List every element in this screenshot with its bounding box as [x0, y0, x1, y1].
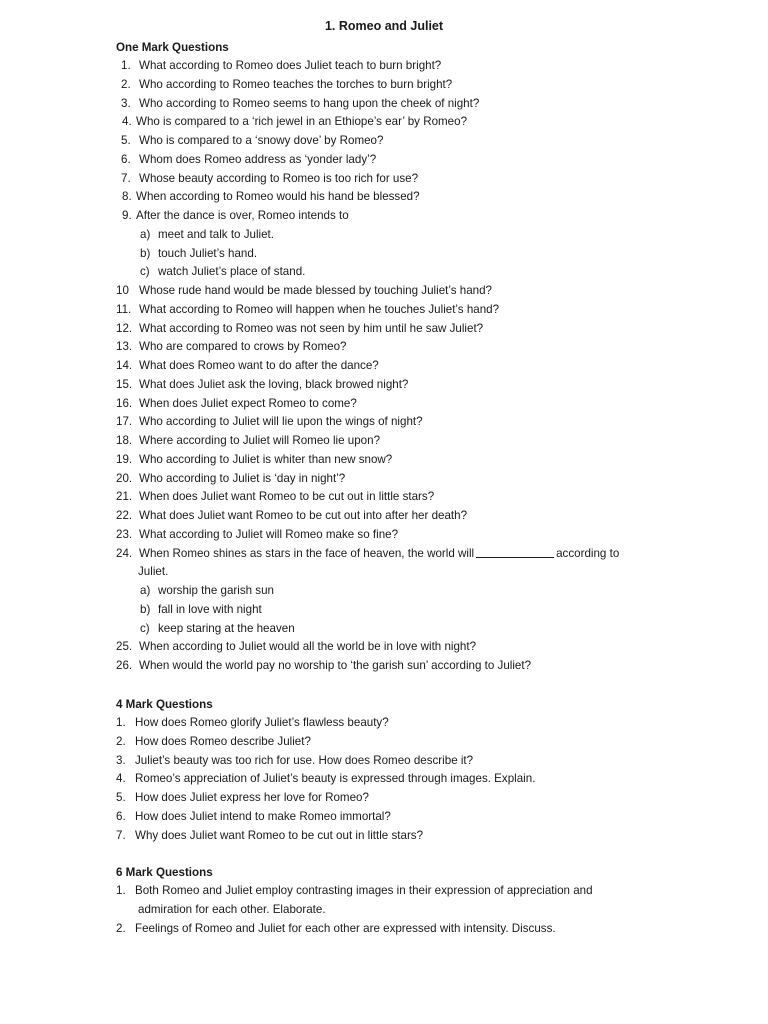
- question-item: [116, 752, 716, 771]
- option-letter: a): [140, 584, 151, 597]
- question-continuation: [116, 563, 716, 582]
- question-item: [116, 413, 716, 432]
- question-number: 19.: [116, 452, 133, 466]
- question-item: [116, 76, 716, 95]
- question-item: [116, 451, 716, 470]
- option-letter: b): [140, 246, 151, 260]
- question-number: 9.: [122, 209, 132, 222]
- question-number: 11.: [116, 302, 132, 316]
- question-number: 26.: [116, 659, 133, 672]
- question-text: [139, 545, 619, 564]
- question-number: 3.: [121, 96, 131, 110]
- question-text: When would the world pay no worship to ‘the garish sun’ according to Juliet?: [139, 659, 532, 672]
- question-number: 6.: [121, 152, 131, 166]
- question-text: Who according to Romeo teaches the torches to burn bright?: [139, 77, 453, 91]
- question-item: [116, 95, 716, 114]
- answer-option: [116, 245, 716, 264]
- option-text: worship the garish sun: [158, 584, 274, 597]
- option-letter: a): [140, 227, 151, 241]
- question-item: [116, 432, 716, 451]
- question-number: 5.: [121, 134, 131, 147]
- question-item: [116, 545, 716, 564]
- question-number: 3.: [116, 753, 126, 767]
- question-text: What does Juliet want Romeo to be cut out into after her death?: [139, 509, 468, 522]
- question-text: admiration for each other. Elaborate.: [138, 902, 326, 916]
- question-text: When does Juliet want Romeo to be cut out in little stars?: [139, 490, 435, 504]
- question-item: [116, 770, 716, 789]
- question-text: What according to Romeo does Juliet teach to burn bright?: [139, 59, 442, 72]
- question-text-before-blank: When Romeo shines as stars in the face of heaven, the world will: [139, 546, 475, 560]
- answer-option: [116, 263, 716, 282]
- question-item: [116, 657, 716, 676]
- question-item: [116, 789, 716, 808]
- question-number: 15.: [116, 377, 133, 391]
- question-text: Where according to Juliet will Romeo lie upon?: [139, 434, 381, 447]
- question-text: Who is compared to a ‘rich jewel in an Ethiope’s ear’ by Romeo?: [136, 115, 468, 129]
- question-number: 13.: [116, 340, 133, 354]
- option-text: keep staring at the heaven: [158, 621, 295, 635]
- question-number: 21.: [116, 490, 133, 504]
- question-item: [116, 338, 716, 357]
- question-text: Whom does Romeo address as ‘yonder lady’?: [139, 152, 377, 166]
- question-number: 17.: [116, 415, 133, 429]
- question-text: Whose rude hand would be made blessed by touching Juliet’s hand?: [139, 284, 492, 297]
- answer-option: [116, 601, 716, 620]
- question-text: How does Juliet express her love for Romeo?: [135, 791, 369, 804]
- question-number: 12.: [116, 321, 133, 335]
- question-text: When according to Romeo would his hand be blessed?: [136, 190, 420, 204]
- option-letter: c): [140, 621, 150, 635]
- question-item: [116, 733, 716, 752]
- question-text: Who is compared to a ‘snowy dove’ by Romeo?: [139, 134, 384, 147]
- question-item: [116, 357, 716, 376]
- question-item: [116, 714, 716, 733]
- question-number: 8.: [122, 190, 132, 204]
- one-mark-section: [116, 38, 716, 676]
- answer-option: [116, 620, 716, 639]
- question-text: Both Romeo and Juliet employ contrasting images in their expression of appreciation and: [135, 884, 593, 897]
- question-item: [116, 827, 716, 846]
- question-item: [116, 301, 716, 320]
- question-item: [116, 507, 716, 526]
- question-number: 5.: [116, 791, 126, 804]
- question-text: Juliet.: [138, 565, 169, 579]
- question-number: 18.: [116, 434, 133, 447]
- question-item: [116, 207, 716, 226]
- question-text: Juliet’s beauty was too rich for use. How does Romeo describe it?: [135, 753, 474, 767]
- question-text: Who according to Romeo seems to hang upon the cheek of night?: [139, 96, 480, 110]
- question-number: 4.: [116, 772, 126, 786]
- question-text: What according to Juliet will Romeo make so fine?: [139, 527, 399, 541]
- question-item: [116, 882, 716, 901]
- question-number: 6.: [116, 809, 126, 823]
- question-number: 1.: [121, 59, 131, 72]
- question-number: 7.: [116, 828, 126, 842]
- question-text: Feelings of Romeo and Juliet for each other are expressed with intensity. Discuss.: [135, 921, 556, 935]
- question-number: 14.: [116, 359, 133, 372]
- question-text: How does Romeo describe Juliet?: [135, 734, 311, 748]
- fill-in-blank: [476, 545, 554, 558]
- question-text: Who according to Juliet is ‘day in night’?: [139, 471, 346, 485]
- question-text: After the dance is over, Romeo intends to: [136, 209, 349, 222]
- question-item: [116, 132, 716, 151]
- option-text: fall in love with night: [158, 602, 262, 616]
- question-text: Who according to Juliet will lie upon the wings of night?: [139, 415, 423, 429]
- question-text: How does Juliet intend to make Romeo immortal?: [135, 809, 391, 823]
- six-mark-section: [116, 863, 716, 938]
- section-heading: 4 Mark Questions: [116, 698, 213, 711]
- question-number: 4.: [122, 115, 132, 129]
- question-item: [116, 526, 716, 545]
- question-item: [116, 470, 716, 489]
- question-item: [116, 57, 716, 76]
- section-heading: One Mark Questions: [116, 41, 229, 54]
- question-number: 1.: [116, 716, 126, 729]
- question-number: 1.: [116, 884, 126, 897]
- section-heading: 6 Mark Questions: [116, 866, 213, 879]
- question-text: How does Romeo glorify Juliet’s flawless beauty?: [135, 716, 389, 729]
- question-item: [116, 151, 716, 170]
- question-item: [116, 188, 716, 207]
- question-number: 23.: [116, 527, 133, 541]
- question-item: [116, 808, 716, 827]
- question-text: Romeo’s appreciation of Juliet’s beauty is expressed through images. Explain.: [135, 772, 536, 786]
- question-text: What does Juliet ask the loving, black browed night?: [139, 377, 409, 391]
- question-number: 16.: [116, 396, 133, 410]
- question-text: What does Romeo want to do after the dance?: [139, 359, 379, 372]
- question-text: When according to Juliet would all the world be in love with night?: [139, 640, 477, 654]
- question-item: [116, 320, 716, 339]
- answer-option: [116, 226, 716, 245]
- four-mark-section: [116, 695, 716, 845]
- option-text: touch Juliet’s hand.: [158, 246, 258, 260]
- document-title: 1. Romeo and Juliet: [324, 19, 444, 33]
- question-item: [116, 488, 716, 507]
- question-item: [116, 170, 716, 189]
- question-number: 25.: [116, 640, 133, 654]
- question-item: [116, 920, 716, 939]
- option-text: meet and talk to Juliet.: [158, 227, 274, 241]
- question-item: [116, 395, 716, 414]
- answer-option: [116, 582, 716, 601]
- question-number: 7.: [121, 171, 131, 185]
- question-item: [116, 282, 716, 301]
- question-number: 2.: [116, 921, 126, 935]
- question-text: What according to Romeo was not seen by him until he saw Juliet?: [139, 321, 484, 335]
- question-number: 22.: [116, 509, 133, 522]
- question-text: What according to Romeo will happen when he touches Juliet’s hand?: [139, 302, 500, 316]
- question-item: [116, 376, 716, 395]
- question-number: 2.: [121, 77, 131, 91]
- option-text: watch Juliet’s place of stand.: [158, 265, 306, 279]
- question-continuation: [116, 901, 716, 920]
- question-number: 24.: [116, 546, 133, 560]
- question-item: [116, 113, 716, 132]
- question-number: 20.: [116, 471, 133, 485]
- question-text: Who according to Juliet is whiter than new snow?: [139, 452, 393, 466]
- question-text: Why does Juliet want Romeo to be cut out in little stars?: [135, 828, 424, 842]
- question-number: 2.: [116, 734, 126, 748]
- option-letter: b): [140, 602, 151, 616]
- question-text: Whose beauty according to Romeo is too rich for use?: [139, 171, 419, 185]
- question-text: When does Juliet expect Romeo to come?: [139, 396, 357, 410]
- question-item: [116, 638, 716, 657]
- question-text: Who are compared to crows by Romeo?: [139, 340, 347, 354]
- option-letter: c): [140, 265, 150, 279]
- question-number: 10: [116, 284, 129, 297]
- question-text-after-blank: according to: [556, 546, 620, 560]
